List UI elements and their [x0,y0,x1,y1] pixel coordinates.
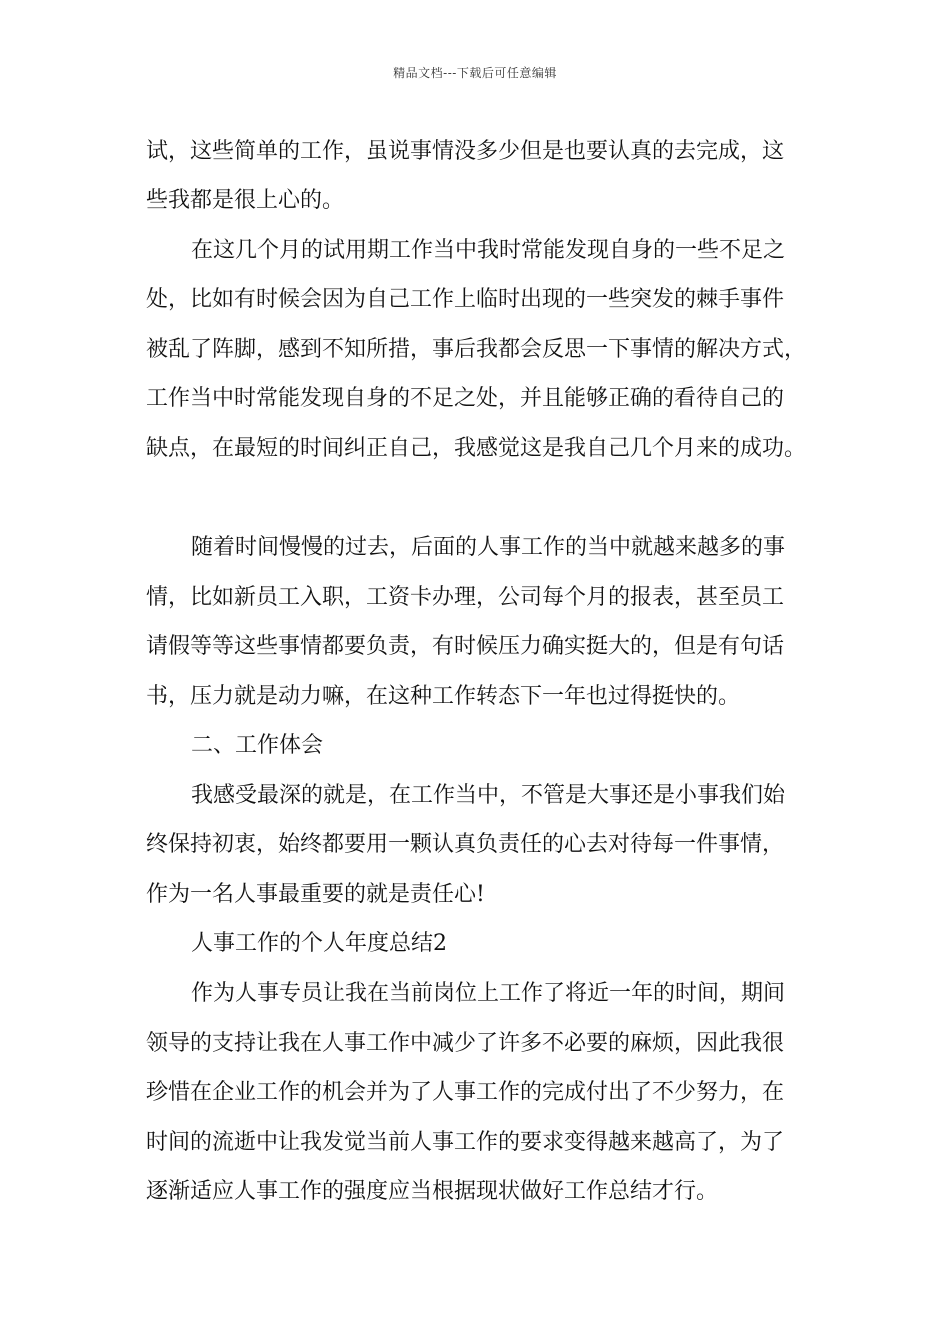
page-header: 精品文档---下载后可任意编辑 [393,66,557,80]
text-line: 缺点，在最短的时间纠正自己，我感觉这是我自己几个月来的成功。 [146,436,807,461]
text-line: 作为一名人事最重要的就是责任心! [146,882,485,907]
text-line: 工作当中时常能发现自身的不足之处，并且能够正确的看待自己的 [146,386,785,411]
text-line: 些我都是很上心的。 [146,188,345,213]
text-line: 时间的流逝中让我发觉当前人事工作的要求变得越来越高了，为了 [146,1130,785,1155]
text-line: 作为人事专员让我在当前岗位上工作了将近一年的时间，期间 [191,981,786,1006]
text-line: 在这几个月的试用期工作当中我时常能发现自身的一些不足之 [191,238,786,263]
text-line: 处，比如有时候会因为自己工作上临时出现的一些突发的棘手事件 [146,287,785,312]
text-line: 试，这些简单的工作，虽说事情没多少但是也要认真的去完成，这 [146,139,785,164]
section-heading: 二、工作体会 [191,733,324,758]
text-line: 我感受最深的就是，在工作当中，不管是大事还是小事我们始 [191,783,786,808]
text-line: 逐渐适应人事工作的强度应当根据现状做好工作总结才行。 [146,1179,719,1204]
text-line: 领导的支持让我在人事工作中减少了许多不必要的麻烦，因此我很 [146,1031,785,1056]
text-line: 终保持初衷，始终都要用一颗认真负责任的心去对待每一件事情， [146,832,785,857]
text-line: 随着时间慢慢的过去，后面的人事工作的当中就越来越多的事 [191,535,786,560]
text-line: 被乱了阵脚，感到不知所措，事后我都会反思一下事情的解决方式， [146,337,807,362]
text-line: 情，比如新员工入职，工资卡办理，公司每个月的报表，甚至员工 [146,585,785,610]
text-line: 书，压力就是动力嘛，在这种工作转态下一年也过得挺快的。 [146,684,741,709]
text-line: 请假等等这些事情都要负责，有时候压力确实挺大的，但是有句话 [146,634,785,659]
section-title: 人事工作的个人年度总结2 [191,931,447,956]
text-line: 珍惜在企业工作的机会并为了人事工作的完成付出了不少努力，在 [146,1080,785,1105]
